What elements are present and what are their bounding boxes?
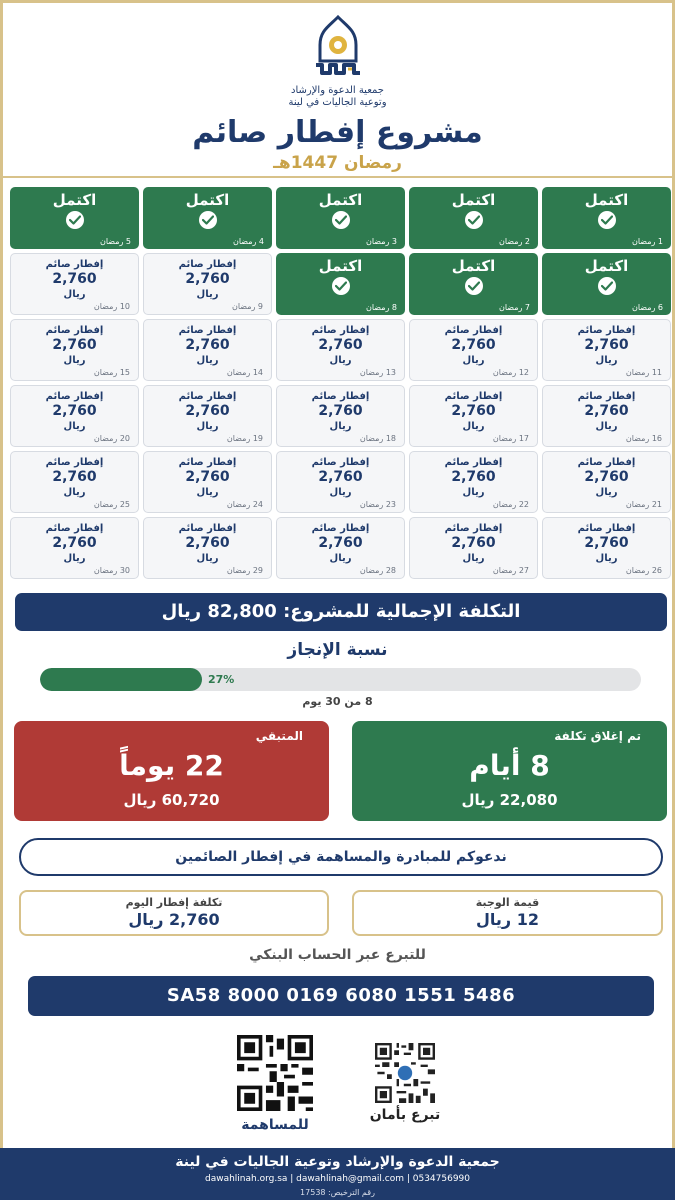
currency-label: ريال: [196, 553, 219, 564]
day-cell: [143, 451, 272, 513]
currency-label: ريال: [595, 553, 618, 564]
day-label: 1 رمضان: [631, 237, 663, 246]
closed-card-days: 8 أيام: [469, 749, 550, 782]
day-price: 2,760: [318, 535, 363, 551]
footer: [0, 1148, 675, 1200]
contribute-qr-code[interactable]: [237, 1035, 313, 1111]
closed-days-card: [352, 721, 667, 821]
currency-label: ريال: [329, 487, 352, 498]
donate-qr-caption: تبرع بأمان: [369, 1107, 441, 1123]
day-price: 2,760: [185, 535, 230, 551]
day-cell: [409, 385, 538, 447]
org-name-line2: وتوعية الجاليات في لينة: [288, 97, 387, 108]
day-cell: [409, 187, 538, 249]
completed-label: اكتمل: [584, 257, 629, 275]
currency-label: ريال: [196, 355, 219, 366]
progress-bar-fill: [40, 668, 202, 691]
day-label: 4 رمضان: [232, 237, 264, 246]
currency-label: ريال: [63, 355, 86, 366]
completed-label: اكتمل: [318, 191, 363, 209]
day-label: 8 رمضان: [365, 303, 397, 312]
day-label: 14 رمضان: [226, 368, 263, 377]
check-icon: [465, 211, 483, 229]
meal-label: إفطار صائم: [45, 457, 104, 468]
currency-label: ريال: [462, 553, 485, 564]
day-label: 30 رمضان: [93, 566, 130, 575]
meal-label: إفطار صائم: [45, 391, 104, 402]
footer-org-name: جمعية الدعوة والإرشاد وتوعية الجاليات في لينة: [175, 1154, 500, 1170]
day-label: 2 رمضان: [498, 237, 530, 246]
page-subtitle: رمضان 1447هـ: [273, 153, 402, 173]
meal-value-box: [352, 890, 663, 936]
currency-label: ريال: [329, 553, 352, 564]
day-cell: [542, 253, 671, 315]
day-price: 2,760: [52, 469, 97, 485]
day-price: 2,760: [185, 403, 230, 419]
day-cell: [409, 517, 538, 579]
day-price: 2,760: [584, 403, 629, 419]
meal-label: إفطار صائم: [178, 391, 237, 402]
day-cell: [542, 451, 671, 513]
check-icon: [66, 211, 84, 229]
meal-label: إفطار صائم: [577, 391, 636, 402]
check-icon: [598, 277, 616, 295]
meal-value-label: قيمة الوجبة: [475, 896, 540, 909]
day-label: 15 رمضان: [93, 368, 130, 377]
currency-label: ريال: [63, 289, 86, 300]
meal-label: إفطار صائم: [178, 259, 237, 270]
day-label: 21 رمضان: [625, 500, 662, 509]
meal-label: إفطار صائم: [444, 523, 503, 534]
day-cell: [276, 319, 405, 381]
meal-label: إفطار صائم: [577, 523, 636, 534]
day-label: 16 رمضان: [625, 434, 662, 443]
day-price: 2,760: [52, 403, 97, 419]
contribute-qr-caption: للمساهمة: [241, 1117, 309, 1133]
currency-label: ريال: [595, 487, 618, 498]
meal-label: إفطار صائم: [577, 325, 636, 336]
remaining-card-amount: 60,720 ريال: [123, 791, 220, 809]
currency-label: ريال: [63, 421, 86, 432]
day-label: 9 رمضان: [231, 302, 263, 311]
check-icon: [332, 211, 350, 229]
completed-label: اكتمل: [185, 191, 230, 209]
day-label: 19 رمضان: [226, 434, 263, 443]
day-cell: [409, 319, 538, 381]
day-label: 20 رمضان: [93, 434, 130, 443]
progress-percent: 27%: [208, 673, 235, 686]
day-label: 5 رمضان: [99, 237, 131, 246]
org-name-line1: جمعية الدعوة والإرشاد: [291, 85, 384, 96]
day-price: 2,760: [451, 337, 496, 353]
day-cell: [143, 319, 272, 381]
footer-contacts: dawahlinah.org.sa | dawahlinah@gmail.com | 0534756990: [205, 1174, 470, 1184]
day-cell: [276, 517, 405, 579]
currency-label: ريال: [595, 355, 618, 366]
currency-label: ريال: [462, 355, 485, 366]
currency-label: ريال: [63, 487, 86, 498]
currency-label: ريال: [462, 487, 485, 498]
day-cell: [276, 385, 405, 447]
meal-label: إفطار صائم: [178, 523, 237, 534]
day-label: 3 رمضان: [365, 237, 397, 246]
day-cell: [10, 451, 139, 513]
day-label: 22 رمضان: [492, 500, 529, 509]
day-price: 2,760: [185, 271, 230, 287]
day-price: 2,760: [185, 337, 230, 353]
meal-label: إفطار صائم: [444, 325, 503, 336]
donate-qr-code[interactable]: [375, 1043, 435, 1103]
day-label: 25 رمضان: [93, 500, 130, 509]
currency-label: ريال: [196, 289, 219, 300]
meal-label: إفطار صائم: [178, 457, 237, 468]
currency-label: ريال: [329, 421, 352, 432]
day-cost-box: [19, 890, 329, 936]
completed-label: اكتمل: [451, 257, 496, 275]
completed-label: اكتمل: [451, 191, 496, 209]
day-label: 11 رمضان: [625, 368, 662, 377]
day-cell: [10, 385, 139, 447]
day-price: 2,760: [52, 535, 97, 551]
meal-label: إفطار صائم: [311, 523, 370, 534]
day-cell: [143, 385, 272, 447]
day-label: 27 رمضان: [492, 566, 529, 575]
progress-days-text: 8 من 30 يوم: [302, 695, 373, 708]
day-cell: [10, 319, 139, 381]
day-cell: [542, 319, 671, 381]
day-price: 2,760: [584, 469, 629, 485]
day-price: 2,760: [451, 469, 496, 485]
currency-label: ريال: [196, 421, 219, 432]
header: [3, 3, 672, 178]
progress-title: نسبة الإنجاز: [287, 640, 388, 660]
completed-label: اكتمل: [318, 257, 363, 275]
meal-label: إفطار صائم: [311, 391, 370, 402]
bank-title: للتبرع عبر الحساب البنكي: [249, 947, 426, 963]
day-label: 18 رمضان: [359, 434, 396, 443]
meal-label: إفطار صائم: [45, 259, 104, 270]
day-price: 2,760: [318, 403, 363, 419]
page-title: مشروع إفطار صائم: [192, 115, 483, 150]
remaining-card-days: 22 يوماً: [119, 749, 224, 782]
organization-logo: [310, 15, 366, 79]
day-cell: [143, 253, 272, 315]
day-label: 13 رمضان: [359, 368, 396, 377]
day-price: 2,760: [185, 469, 230, 485]
day-price: 2,760: [451, 535, 496, 551]
day-cell: [143, 187, 272, 249]
day-cell: [276, 253, 405, 315]
day-price: 2,760: [318, 337, 363, 353]
completed-label: اكتمل: [52, 191, 97, 209]
closed-card-label: تم إغلاق تكلفة: [554, 729, 641, 743]
day-price: 2,760: [318, 469, 363, 485]
day-label: 29 رمضان: [226, 566, 263, 575]
meal-label: إفطار صائم: [311, 457, 370, 468]
day-cell: [542, 385, 671, 447]
currency-label: ريال: [63, 553, 86, 564]
day-cell: [10, 517, 139, 579]
day-label: 6 رمضان: [631, 303, 663, 312]
meal-label: إفطار صائم: [45, 325, 104, 336]
check-icon: [199, 211, 217, 229]
remaining-card-label: المتبقي: [255, 729, 303, 743]
day-label: 26 رمضان: [625, 566, 662, 575]
iban-number[interactable]: SA58 8000 0169 6080 1551 5486: [28, 976, 654, 1016]
check-icon: [465, 277, 483, 295]
day-label: 10 رمضان: [93, 302, 130, 311]
day-label: 17 رمضان: [492, 434, 529, 443]
days-grid: [10, 187, 671, 579]
day-cell: [10, 253, 139, 315]
closed-card-amount: 22,080 ريال: [461, 791, 558, 809]
invite-banner: ندعوكم للمبادرة والمساهمة في إفطار الصائمين: [19, 838, 663, 876]
meal-label: إفطار صائم: [178, 325, 237, 336]
day-price: 2,760: [584, 337, 629, 353]
currency-label: ريال: [595, 421, 618, 432]
currency-label: ريال: [329, 355, 352, 366]
day-price: 2,760: [52, 337, 97, 353]
currency-label: ريال: [196, 487, 219, 498]
meal-label: إفطار صائم: [444, 457, 503, 468]
meal-value-amount: 12 ريال: [476, 910, 539, 929]
remaining-days-card: [14, 721, 329, 821]
total-cost-banner: التكلفة الإجمالية للمشروع: 82,800 ريال: [15, 593, 667, 631]
day-cell: [409, 451, 538, 513]
day-label: 7 رمضان: [498, 303, 530, 312]
day-cell: [276, 451, 405, 513]
day-cell: [143, 517, 272, 579]
day-cell: [542, 517, 671, 579]
footer-license: رقم الترخيص: 17538: [300, 1188, 375, 1197]
day-cell: [409, 253, 538, 315]
progress-bar: [40, 668, 641, 691]
day-cell: [276, 187, 405, 249]
meal-label: إفطار صائم: [311, 325, 370, 336]
check-icon: [332, 277, 350, 295]
day-cell: [10, 187, 139, 249]
day-price: 2,760: [52, 271, 97, 287]
currency-label: ريال: [462, 421, 485, 432]
day-cell: [542, 187, 671, 249]
day-cost-amount: 2,760 ريال: [128, 910, 220, 929]
meal-label: إفطار صائم: [577, 457, 636, 468]
day-cost-label: تكلفة إفطار اليوم: [125, 896, 223, 909]
day-price: 2,760: [584, 535, 629, 551]
day-label: 23 رمضان: [359, 500, 396, 509]
day-label: 12 رمضان: [492, 368, 529, 377]
meal-label: إفطار صائم: [45, 523, 104, 534]
day-label: 24 رمضان: [226, 500, 263, 509]
check-icon: [598, 211, 616, 229]
day-price: 2,760: [451, 403, 496, 419]
completed-label: اكتمل: [584, 191, 629, 209]
meal-label: إفطار صائم: [444, 391, 503, 402]
day-label: 28 رمضان: [359, 566, 396, 575]
